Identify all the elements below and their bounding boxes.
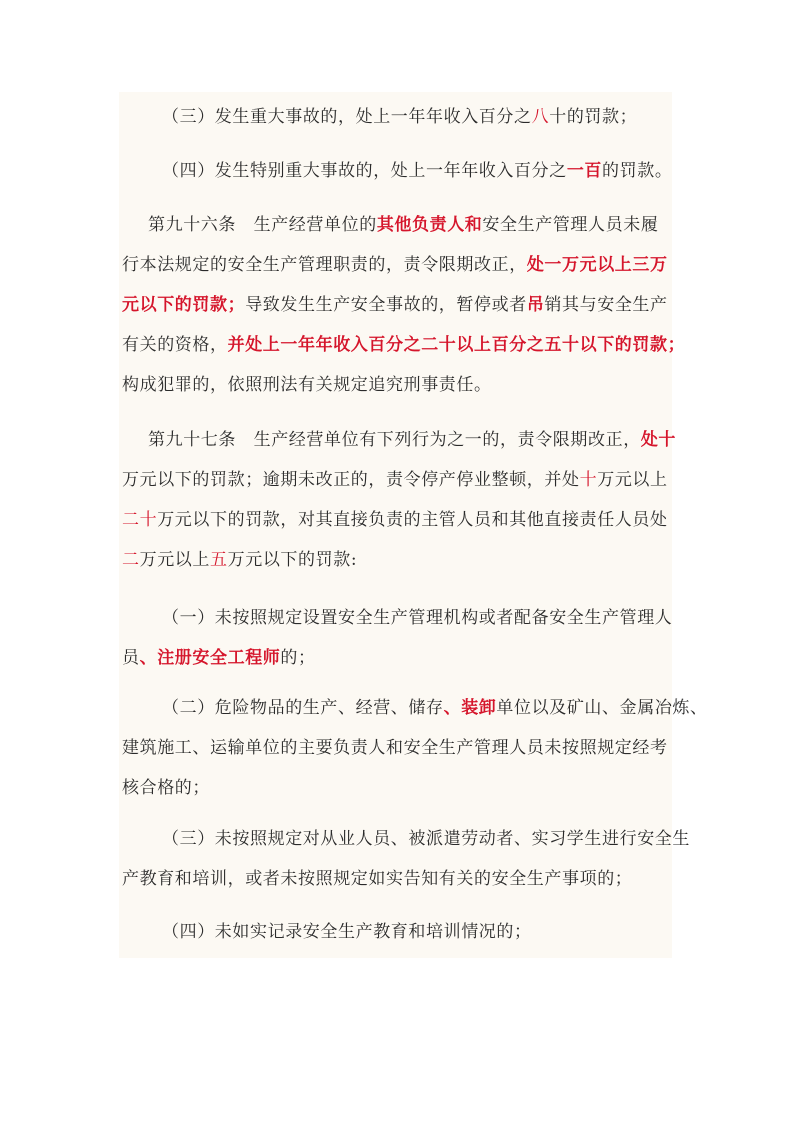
body-text: 万元以下的罚款；逾期未改正的，责令停产停业整顿，并处: [122, 470, 580, 490]
body-text: 有关的资格，: [122, 335, 228, 355]
body-text: 建筑施工、运输单位的主要负责人和安全生产管理人员未按照规定经考: [122, 738, 668, 758]
text-line: [122, 325, 686, 365]
body-text: 构成犯罪的，依照刑法有关规定追究刑事责任。: [122, 375, 492, 395]
highlighted-text: 其他负责人和: [376, 215, 483, 235]
paragraph-item-4-especially-serious-accident: [122, 151, 672, 191]
highlighted-text: 处十: [640, 430, 677, 450]
highlighted-text: 并处上一年年收入百分之二十以上百分之五十以下的罚款；: [227, 335, 686, 355]
text-line: [122, 285, 672, 325]
paragraph-article-97: [122, 420, 677, 580]
text-line: [122, 859, 672, 899]
text-line: [122, 768, 672, 808]
body-text: （三）发生重大事故的，处上一年年收入百分之: [162, 107, 532, 127]
body-text: （三）未按照规定对从业人员、被派遣劳动者、实习学生进行安全生: [162, 829, 690, 849]
body-text: 导致发生生产安全事故的，暂停或者: [245, 295, 527, 315]
highlighted-text: 、注册安全工程师: [139, 648, 281, 668]
text-line: [122, 688, 708, 728]
body-text: 核合格的；: [122, 778, 210, 798]
highlighted-text: 八: [531, 107, 550, 127]
body-text: 第九十七条 生产经营单位有下列行为之一的，责令限期改正，: [148, 430, 641, 450]
text-line: [122, 365, 672, 405]
text-line: [122, 460, 672, 500]
highlighted-text: 二十: [122, 510, 158, 530]
body-text: 万元以下的罚款:: [227, 550, 358, 570]
text-line: [122, 151, 672, 191]
text-line: [122, 598, 672, 638]
highlighted-text: 吊: [526, 295, 545, 315]
paragraph-article-97-item-2: [122, 688, 708, 808]
body-text: 员: [122, 648, 140, 668]
highlighted-text: 、装卸: [443, 698, 497, 718]
text-line: [122, 728, 672, 768]
text-line: [122, 540, 672, 580]
body-text: 销其与安全生产: [544, 295, 668, 315]
body-text: 第九十六条 生产经营单位的: [148, 215, 377, 235]
body-text: （一）未按照规定设置安全生产管理机构或者配备安全生产管理人: [162, 608, 673, 628]
body-text: 万元以上: [139, 550, 211, 570]
paragraph-article-96: [122, 205, 686, 405]
paragraph-article-97-item-3: [122, 819, 690, 899]
body-text: 行本法规定的安全生产管理职责的，责令限期改正，: [122, 255, 527, 275]
highlighted-text: 元以下的罚款；: [122, 295, 246, 315]
body-text: （四）发生特别重大事故的，处上一年年收入百分之: [162, 161, 567, 181]
body-text: 单位以及矿山、金属冶炼、: [496, 698, 708, 718]
body-text: 十的罚款；: [549, 107, 638, 127]
paragraph-article-97-item-4: [122, 912, 672, 952]
highlighted-text: 处一万元以上三万: [526, 255, 668, 275]
text-line: [122, 912, 672, 952]
text-line: [122, 638, 672, 678]
text-line: [122, 97, 672, 137]
text-line: [122, 205, 672, 245]
body-text: （二）危险物品的生产、经营、储存: [162, 698, 444, 718]
paragraph-article-97-item-1: [122, 598, 672, 678]
body-text: 的罚款。: [602, 161, 673, 181]
body-text: 的；: [280, 648, 316, 668]
text-line: [122, 420, 677, 460]
text-line: [122, 819, 690, 859]
highlighted-text: 十: [579, 470, 598, 490]
body-text: 万元以上: [597, 470, 668, 490]
body-text: 万元以下的罚款，对其直接负责的主管人员和其他直接责任人员处: [157, 510, 668, 530]
text-line: [122, 245, 672, 285]
paragraph-item-3-serious-accident: [122, 97, 672, 137]
highlighted-text: 一百: [566, 161, 603, 181]
highlighted-text: 五: [210, 550, 228, 570]
body-text: 安全生产管理人员未履: [482, 215, 659, 235]
body-text: （四）未如实记录安全生产教育和培训情况的；: [162, 922, 532, 942]
highlighted-text: 二: [122, 550, 140, 570]
body-text: 产教育和培训，或者未按照规定如实告知有关的安全生产事项的；: [122, 869, 633, 889]
text-line: [122, 500, 672, 540]
